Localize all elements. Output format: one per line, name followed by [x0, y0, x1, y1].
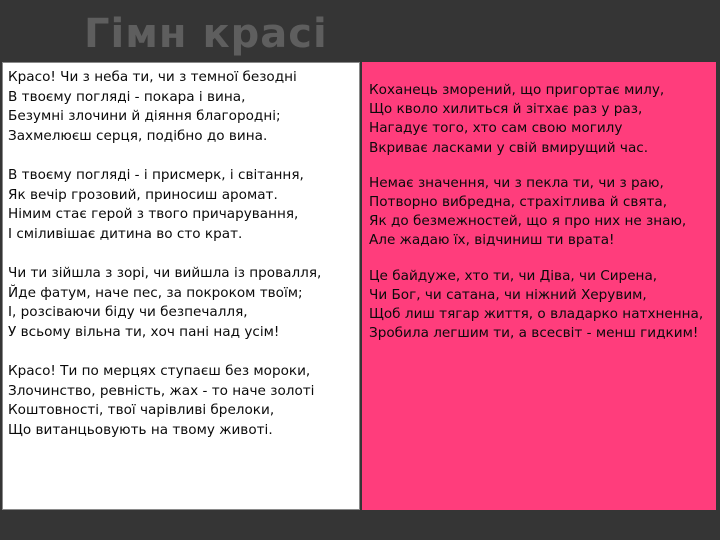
slide-title: Гімн красі: [84, 11, 328, 57]
left-stanza-3: Чи ти зійшла з зорі, чи вийшла із провалля, Йде фатум, наче пес, за покроком твоїм; І, розсіваючи біду чи безпечалля, У всьому вільна ти, хоч пані над усім!: [8, 264, 322, 340]
left-stanza-1: Красо! Чи з неба ти, чи з темної безодні В твоєму погляді - покара і вина, Безумні злочини й діяння благородні; Захмелюєш серця, подібно до вина.: [8, 69, 297, 144]
right-stanza-2: Немає значення, чи з пекла ти, чи з раю, Потворно вибредна, страхітлива й свята, Як до безмежностей, що я про них не знаю, Але жадаю їх, відчиниш ти врата!: [369, 174, 687, 249]
left-stanza-4: Красо! Ти по мерцях ступаєш без мороки, Злочинство, ревність, жах - то наче золоті Коштовності, твої чарівливі брелоки, Що витанцьовують на твому животі.: [8, 362, 315, 438]
right-poem-panel: [362, 62, 716, 510]
left-stanza-2: В твоєму погляді - і присмерк, і світання, Як вечір грозовий, приносиш аромат. Німим стає герой з твого причарування, І сміливішає дитина во сто крат.: [8, 166, 304, 242]
left-poem-panel: [2, 62, 360, 510]
right-stanza-1: Коханець зморений, що пригортає милу, Що кволо хилиться й зітхає раз у раз, Нагадує того, хто сам свою могилу Вкриває ласками у свій вмирущий час.: [369, 82, 665, 156]
right-stanza-3: Це байдуже, хто ти, чи Діва, чи Сирена, Чи Бог, чи сатана, чи ніжний Херувим, Щоб лиш тягар життя, о владарко натхненна, Зробила легшим ти, а всесвіт - менш гидким!: [369, 267, 704, 342]
